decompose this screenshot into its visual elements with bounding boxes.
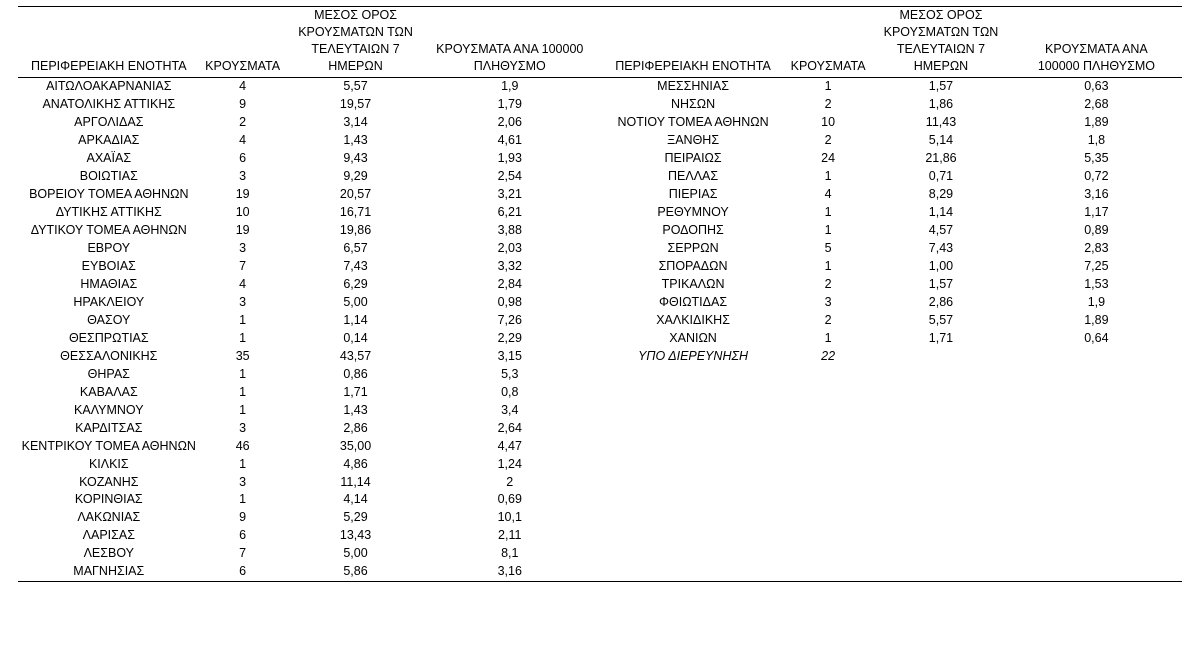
row-per100k-right: 2,83 — [1084, 240, 1109, 255]
row-cases-right: 22 — [821, 348, 836, 363]
row-per100k-right — [1011, 366, 1182, 384]
cases-by-region-table — [18, 7, 1182, 77]
row-per100k-right: 1,8 — [1087, 133, 1106, 148]
row-cases-left: 4 — [239, 79, 247, 94]
row-per100k-right: 0,89 — [1084, 222, 1109, 237]
row-cases-right: 1 — [824, 222, 832, 237]
row-per100k-left: 0,98 — [497, 294, 522, 309]
row-cases-left: 3 — [239, 420, 247, 435]
row-region-left: ΜΑΓΝΗΣΙΑΣ — [73, 564, 145, 579]
row-per100k-right: 1,17 — [1084, 204, 1109, 219]
row-region-right — [601, 563, 785, 581]
row-cases-left: 6 — [239, 151, 247, 166]
row-cases-right — [785, 473, 871, 491]
row-region-left: ΔΥΤΙΚΟΥ ΤΟΜΕΑ ΑΘΗΝΩΝ — [30, 222, 187, 237]
column-gap — [594, 150, 601, 168]
row-avg7-left: 1,43 — [343, 402, 368, 417]
row-avg7-left: 5,29 — [343, 510, 368, 525]
row-avg7-right — [871, 366, 1011, 384]
row-per100k-left: 3,15 — [497, 348, 522, 363]
row-avg7-left: 2,86 — [343, 420, 368, 435]
row-region-right — [601, 383, 785, 401]
row-per100k-left: 3,16 — [497, 564, 522, 579]
table-header — [18, 7, 1182, 77]
table-row — [18, 312, 1182, 330]
row-cases-left: 7 — [239, 258, 247, 273]
row-region-right — [601, 437, 785, 455]
row-region-right — [601, 455, 785, 473]
row-region-left: ΛΑΚΩΝΙΑΣ — [77, 510, 141, 525]
row-cases-left: 9 — [239, 97, 247, 112]
row-cases-left: 1 — [239, 312, 247, 327]
row-avg7-right: 1,57 — [928, 79, 954, 94]
column-gap — [594, 96, 601, 114]
header-per100k-left: ΚΡΟΥΣΜΑΤΑ ΑΝΑ 100000 ΠΛΗΘΥΣΜΟ — [436, 42, 584, 73]
row-avg7-right: 7,43 — [928, 240, 954, 255]
row-avg7-right — [871, 348, 1011, 366]
row-avg7-left: 3,14 — [343, 115, 368, 130]
row-per100k-left: 4,47 — [497, 438, 522, 453]
row-region-left: ΚΕΝΤΡΙΚΟΥ ΤΟΜΕΑ ΑΘΗΝΩΝ — [21, 438, 196, 453]
row-avg7-left: 1,43 — [343, 133, 368, 148]
row-per100k-left: 6,21 — [497, 204, 522, 219]
row-cases-right: 2 — [824, 133, 832, 148]
row-per100k-left: 8,1 — [501, 546, 519, 561]
row-avg7-left: 7,43 — [343, 258, 368, 273]
table-row — [18, 330, 1182, 348]
row-region-right: ΝΟΤΙΟΥ ΤΟΜΕΑ ΑΘΗΝΩΝ — [617, 115, 769, 130]
row-region-left: ΚΑΛΥΜΝΟΥ — [74, 402, 144, 417]
row-region-left: ΒΟΡΕΙΟΥ ΤΟΜΕΑ ΑΘΗΝΩΝ — [29, 187, 189, 201]
row-cases-left: 10 — [235, 204, 250, 219]
row-cases-left: 1 — [239, 384, 247, 399]
row-avg7-left: 16,71 — [339, 204, 372, 219]
row-region-right: ΠΙΕΡΙΑΣ — [668, 187, 718, 201]
row-avg7-left: 43,57 — [339, 348, 372, 363]
row-cases-left: 1 — [239, 366, 247, 381]
row-cases-left: 3 — [239, 240, 247, 255]
table-row — [18, 509, 1182, 527]
table-row — [18, 96, 1182, 114]
row-region-left: ΚΑΡΔΙΤΣΑΣ — [75, 420, 143, 435]
row-avg7-right: 0,71 — [928, 169, 954, 184]
document-page — [0, 6, 1200, 658]
row-region-left: ΑΙΤΩΛΟΑΚΑΡΝΑΝΙΑΣ — [46, 79, 172, 94]
row-region-left: ΔΥΤΙΚΗΣ ΑΤΤΙΚΗΣ — [55, 204, 162, 219]
row-cases-left: 1 — [239, 492, 247, 507]
row-region-left: ΑΧΑΪΑΣ — [86, 151, 132, 166]
row-avg7-left: 19,86 — [339, 222, 372, 237]
row-per100k-right — [1011, 527, 1182, 545]
row-per100k-left: 0,69 — [497, 492, 522, 507]
column-gap — [594, 401, 601, 419]
row-region-right — [601, 419, 785, 437]
row-avg7-left: 6,29 — [343, 276, 368, 291]
row-avg7-right: 1,14 — [928, 204, 954, 219]
table-row — [18, 132, 1182, 150]
row-region-left: ΑΝΑΤΟΛΙΚΗΣ ΑΤΤΙΚΗΣ — [42, 97, 176, 112]
row-per100k-right — [1011, 455, 1182, 473]
row-avg7-right: 2,86 — [928, 294, 954, 309]
row-cases-right: 4 — [824, 187, 832, 201]
table-row — [18, 437, 1182, 455]
row-avg7-left: 5,00 — [343, 546, 368, 561]
column-gap — [594, 348, 601, 366]
row-per100k-right: 0,63 — [1084, 79, 1109, 94]
row-cases-right — [785, 401, 871, 419]
row-avg7-left: 0,14 — [343, 330, 368, 345]
row-avg7-left: 9,29 — [343, 169, 368, 184]
row-cases-left: 6 — [239, 528, 247, 543]
row-avg7-right — [871, 527, 1011, 545]
row-per100k-left: 2 — [506, 474, 514, 489]
row-per100k-left: 10,1 — [497, 510, 522, 525]
row-avg7-right — [871, 509, 1011, 527]
column-gap — [594, 527, 601, 545]
table-row — [18, 527, 1182, 545]
table-row — [18, 258, 1182, 276]
row-avg7-left: 11,14 — [340, 474, 371, 489]
column-gap — [594, 366, 601, 384]
row-per100k-left: 5,3 — [501, 366, 519, 381]
column-gap — [594, 132, 601, 150]
row-cases-left: 35 — [235, 348, 250, 363]
row-cases-right — [785, 383, 871, 401]
row-per100k-left: 1,79 — [497, 97, 522, 112]
row-avg7-left: 5,00 — [343, 294, 368, 309]
row-per100k-left: 2,54 — [497, 169, 522, 184]
row-avg7-left: 1,14 — [343, 312, 368, 327]
row-per100k-right: 1,89 — [1084, 312, 1109, 327]
table-row — [18, 240, 1182, 258]
row-per100k-left: 4,61 — [497, 133, 522, 148]
row-cases-right — [785, 437, 871, 455]
row-avg7-left: 20,57 — [339, 187, 372, 201]
row-region-left: ΘΕΣΠΡΩΤΙΑΣ — [68, 330, 149, 345]
column-gap — [594, 312, 601, 330]
row-avg7-right — [871, 437, 1011, 455]
row-cases-right — [785, 545, 871, 563]
row-avg7-right — [871, 563, 1011, 581]
row-avg7-right: 4,57 — [928, 222, 954, 237]
row-region-left: ΛΑΡΙΣΑΣ — [82, 528, 135, 543]
row-region-right: ΦΘΙΩΤΙΔΑΣ — [659, 294, 728, 309]
row-per100k-right: 0,72 — [1084, 169, 1109, 184]
row-per100k-right: 7,25 — [1084, 258, 1109, 273]
table-row — [18, 545, 1182, 563]
column-gap — [594, 186, 601, 204]
row-avg7-right — [871, 545, 1011, 563]
row-region-left: ΘΕΣΣΑΛΟΝΙΚΗΣ — [60, 348, 158, 363]
row-avg7-right: 21,86 — [925, 151, 957, 166]
row-cases-right: 10 — [821, 115, 836, 130]
row-region-right — [601, 509, 785, 527]
row-cases-left: 3 — [239, 294, 247, 309]
row-per100k-left: 2,29 — [497, 330, 522, 345]
table-row — [18, 114, 1182, 132]
row-cases-left: 4 — [239, 276, 247, 291]
column-gap — [594, 114, 601, 132]
row-per100k-right: 3,16 — [1084, 187, 1109, 201]
row-region-left: ΑΡΓΟΛΙΔΑΣ — [74, 115, 144, 130]
row-avg7-right: 5,57 — [928, 312, 954, 327]
row-per100k-left: 1,24 — [497, 456, 522, 471]
column-gap — [594, 437, 601, 455]
table-row — [18, 473, 1182, 491]
row-region-left: ΘΑΣΟΥ — [87, 312, 131, 327]
row-cases-right — [785, 563, 871, 581]
row-region-right — [601, 473, 785, 491]
row-cases-left: 1 — [239, 456, 247, 471]
row-region-left: ΕΥΒΟΙΑΣ — [81, 258, 136, 273]
row-cases-right — [785, 527, 871, 545]
column-gap — [594, 455, 601, 473]
column-gap — [594, 258, 601, 276]
row-region-right — [601, 366, 785, 384]
row-avg7-right — [871, 455, 1011, 473]
table-row — [18, 401, 1182, 419]
row-region-right — [601, 545, 785, 563]
row-region-left: ΗΡΑΚΛΕΙΟΥ — [73, 294, 145, 309]
row-per100k-left: 3,88 — [497, 222, 522, 237]
row-per100k-right — [1011, 401, 1182, 419]
row-cases-left: 4 — [239, 133, 247, 148]
row-region-right: ΧΑΝΙΩΝ — [669, 330, 717, 345]
row-cases-left: 3 — [239, 169, 247, 184]
table-row — [18, 150, 1182, 168]
row-region-right: ΤΡΙΚΑΛΩΝ — [661, 276, 725, 291]
table-body — [18, 78, 1182, 581]
row-avg7-right — [871, 401, 1011, 419]
row-per100k-right — [1011, 437, 1182, 455]
row-cases-right — [785, 491, 871, 509]
row-per100k-right: 1,9 — [1087, 294, 1106, 309]
row-per100k-left: 2,64 — [497, 420, 522, 435]
row-cases-right: 2 — [824, 276, 832, 291]
column-gap — [594, 491, 601, 509]
row-region-right: ΥΠΟ ΔΙΕΡΕΥΝΗΣΗ — [638, 348, 749, 363]
row-cases-left: 1 — [239, 402, 247, 417]
row-region-left: ΒΟΙΩΤΙΑΣ — [79, 169, 138, 184]
column-gap — [594, 563, 601, 581]
row-per100k-right: 1,89 — [1084, 115, 1109, 130]
table-row — [18, 563, 1182, 581]
row-cases-left: 19 — [235, 222, 250, 237]
column-gap — [594, 78, 601, 96]
row-avg7-right: 11,43 — [925, 115, 957, 130]
row-region-left: ΚΟΖΑΝΗΣ — [79, 474, 139, 489]
row-per100k-left: 2,03 — [497, 240, 522, 255]
row-region-right: ΠΕΛΛΑΣ — [667, 169, 719, 184]
row-avg7-left: 4,86 — [343, 456, 368, 471]
row-per100k-left: 2,84 — [497, 276, 522, 291]
table-row — [18, 186, 1182, 204]
row-cases-right — [785, 419, 871, 437]
column-gap — [594, 383, 601, 401]
table-row — [18, 491, 1182, 509]
row-region-right — [601, 527, 785, 545]
row-region-left: ΕΒΡΟΥ — [87, 240, 131, 255]
table-row — [18, 78, 1182, 96]
row-cases-right: 2 — [824, 312, 832, 327]
row-avg7-left: 35,00 — [339, 438, 372, 453]
row-cases-right: 1 — [824, 79, 832, 94]
row-region-right: ΞΑΝΘΗΣ — [667, 133, 720, 148]
table-row — [18, 383, 1182, 401]
column-gap — [594, 168, 601, 186]
row-per100k-left: 7,26 — [497, 312, 522, 327]
table-row — [18, 294, 1182, 312]
row-region-right: ΜΕΣΣΗΝΙΑΣ — [657, 79, 729, 94]
header-cases-left: ΚΡΟΥΣΜΑΤΑ — [205, 59, 281, 73]
row-region-left: ΚΟΡΙΝΘΙΑΣ — [74, 492, 143, 507]
table-row — [18, 168, 1182, 186]
row-per100k-right — [1011, 563, 1182, 581]
row-per100k-right: 5,35 — [1084, 151, 1109, 166]
row-region-left: ΑΡΚΑΔΙΑΣ — [78, 133, 140, 148]
column-gap — [594, 240, 601, 258]
row-avg7-right: 1,00 — [928, 258, 954, 273]
table-row — [18, 348, 1182, 366]
row-avg7-right: 1,71 — [928, 330, 954, 345]
row-region-right: ΧΑΛΚΙΔΙΚΗΣ — [656, 312, 730, 327]
column-gap — [594, 419, 601, 437]
row-per100k-left: 3,32 — [497, 258, 522, 273]
column-gap — [594, 7, 601, 77]
row-per100k-right — [1011, 419, 1182, 437]
row-avg7-right: 8,29 — [928, 187, 954, 201]
row-cases-left: 6 — [239, 564, 247, 579]
row-per100k-right — [1011, 509, 1182, 527]
row-per100k-right — [1011, 545, 1182, 563]
row-per100k-right: 1,53 — [1084, 276, 1109, 291]
row-avg7-left: 19,57 — [339, 97, 372, 112]
row-region-right — [601, 401, 785, 419]
column-gap — [594, 294, 601, 312]
row-per100k-right — [1011, 383, 1182, 401]
column-gap — [594, 222, 601, 240]
row-avg7-left: 0,86 — [343, 366, 368, 381]
row-per100k-left: 2,11 — [498, 528, 522, 543]
column-gap — [594, 473, 601, 491]
bottom-rule — [18, 581, 1182, 582]
row-cases-right — [785, 366, 871, 384]
row-region-left: ΗΜΑΘΙΑΣ — [80, 276, 138, 291]
column-gap — [594, 204, 601, 222]
header-avg7-right: ΜΕΣΟΣ ΟΡΟΣ ΚΡΟΥΣΜΑΤΩΝ ΤΩΝ ΤΕΛΕΥΤΑΙΩΝ 7 ΗΜΕΡΩΝ — [883, 8, 999, 73]
table-row — [18, 204, 1182, 222]
row-per100k-left: 1,9 — [501, 79, 519, 94]
table-row — [18, 276, 1182, 294]
row-per100k-left: 3,21 — [497, 187, 522, 201]
row-avg7-right: 1,86 — [928, 97, 954, 112]
row-region-right: ΣΠΟΡΑΔΩΝ — [658, 258, 728, 273]
row-avg7-right: 5,14 — [928, 133, 954, 148]
row-region-left: ΘΗΡΑΣ — [87, 366, 130, 381]
row-region-right: ΡΕΘΥΜΝΟΥ — [657, 204, 729, 219]
row-per100k-left: 3,4 — [501, 402, 519, 417]
row-cases-right: 1 — [824, 330, 832, 345]
row-avg7-right — [871, 473, 1011, 491]
row-cases-right — [785, 455, 871, 473]
table-row — [18, 419, 1182, 437]
row-cases-right — [785, 509, 871, 527]
column-gap — [594, 545, 601, 563]
row-cases-left: 9 — [239, 510, 247, 525]
row-avg7-left: 5,57 — [343, 79, 368, 94]
header-row — [18, 7, 1182, 77]
row-region-right: ΠΕΙΡΑΙΩΣ — [664, 151, 722, 166]
row-per100k-left: 1,93 — [497, 151, 522, 166]
row-region-left: ΛΕΣΒΟΥ — [83, 546, 134, 561]
row-cases-right: 1 — [824, 204, 832, 219]
row-region-left: ΚΙΛΚΙΣ — [88, 456, 129, 471]
row-region-right: ΝΗΣΩΝ — [670, 97, 716, 112]
row-cases-right: 3 — [824, 294, 832, 309]
row-cases-right: 5 — [824, 240, 832, 255]
row-cases-left: 2 — [239, 115, 247, 130]
row-per100k-left: 2,06 — [497, 115, 522, 130]
row-cases-left: 3 — [239, 474, 247, 489]
column-gap — [594, 276, 601, 294]
row-avg7-left: 6,57 — [343, 240, 368, 255]
row-region-left: ΚΑΒΑΛΑΣ — [79, 384, 138, 399]
row-cases-right: 1 — [824, 169, 832, 184]
column-gap — [594, 509, 601, 527]
row-avg7-right — [871, 383, 1011, 401]
header-region-left: ΠΕΡΙΦΕΡΕΙΑΚΗ ΕΝΟΤΗΤΑ — [30, 59, 187, 73]
header-avg7-left: ΜΕΣΟΣ ΟΡΟΣ ΚΡΟΥΣΜΑΤΩΝ ΤΩΝ ΤΕΛΕΥΤΑΙΩΝ 7 ΗΜΕΡΩΝ — [298, 8, 413, 73]
row-avg7-left: 5,86 — [343, 564, 368, 579]
column-gap — [594, 330, 601, 348]
header-cases-right: ΚΡΟΥΣΜΑΤΑ — [790, 59, 866, 73]
row-region-right — [601, 491, 785, 509]
row-avg7-left: 1,71 — [343, 384, 368, 399]
row-cases-left: 7 — [239, 546, 247, 561]
row-per100k-left: 0,8 — [501, 384, 519, 399]
header-per100k-right: ΚΡΟΥΣΜΑΤΑ ΑΝΑ 100000 ΠΛΗΘΥΣΜΟ — [1037, 42, 1155, 73]
row-cases-right: 24 — [821, 151, 836, 166]
row-avg7-right — [871, 419, 1011, 437]
row-avg7-left: 4,14 — [343, 492, 368, 507]
header-region-right: ΠΕΡΙΦΕΡΕΙΑΚΗ ΕΝΟΤΗΤΑ — [615, 59, 771, 73]
table-row — [18, 222, 1182, 240]
row-per100k-right — [1011, 348, 1182, 366]
row-avg7-left: 13,43 — [339, 528, 372, 543]
row-region-right: ΣΕΡΡΩΝ — [667, 240, 719, 255]
row-region-right: ΡΟΔΟΠΗΣ — [662, 222, 724, 237]
row-cases-right: 2 — [824, 97, 832, 112]
row-per100k-right: 2,68 — [1084, 97, 1109, 112]
row-per100k-right: 0,64 — [1084, 330, 1109, 345]
row-per100k-right — [1011, 491, 1182, 509]
row-cases-left: 46 — [235, 438, 250, 453]
table-row — [18, 366, 1182, 384]
row-avg7-right — [871, 491, 1011, 509]
row-avg7-left: 9,43 — [343, 151, 368, 166]
table-row — [18, 455, 1182, 473]
row-per100k-right — [1011, 473, 1182, 491]
row-cases-left: 19 — [235, 187, 250, 201]
row-cases-left: 1 — [239, 330, 247, 345]
cases-by-region-body — [18, 78, 1182, 581]
row-cases-right: 1 — [824, 258, 832, 273]
row-avg7-right: 1,57 — [928, 276, 954, 291]
